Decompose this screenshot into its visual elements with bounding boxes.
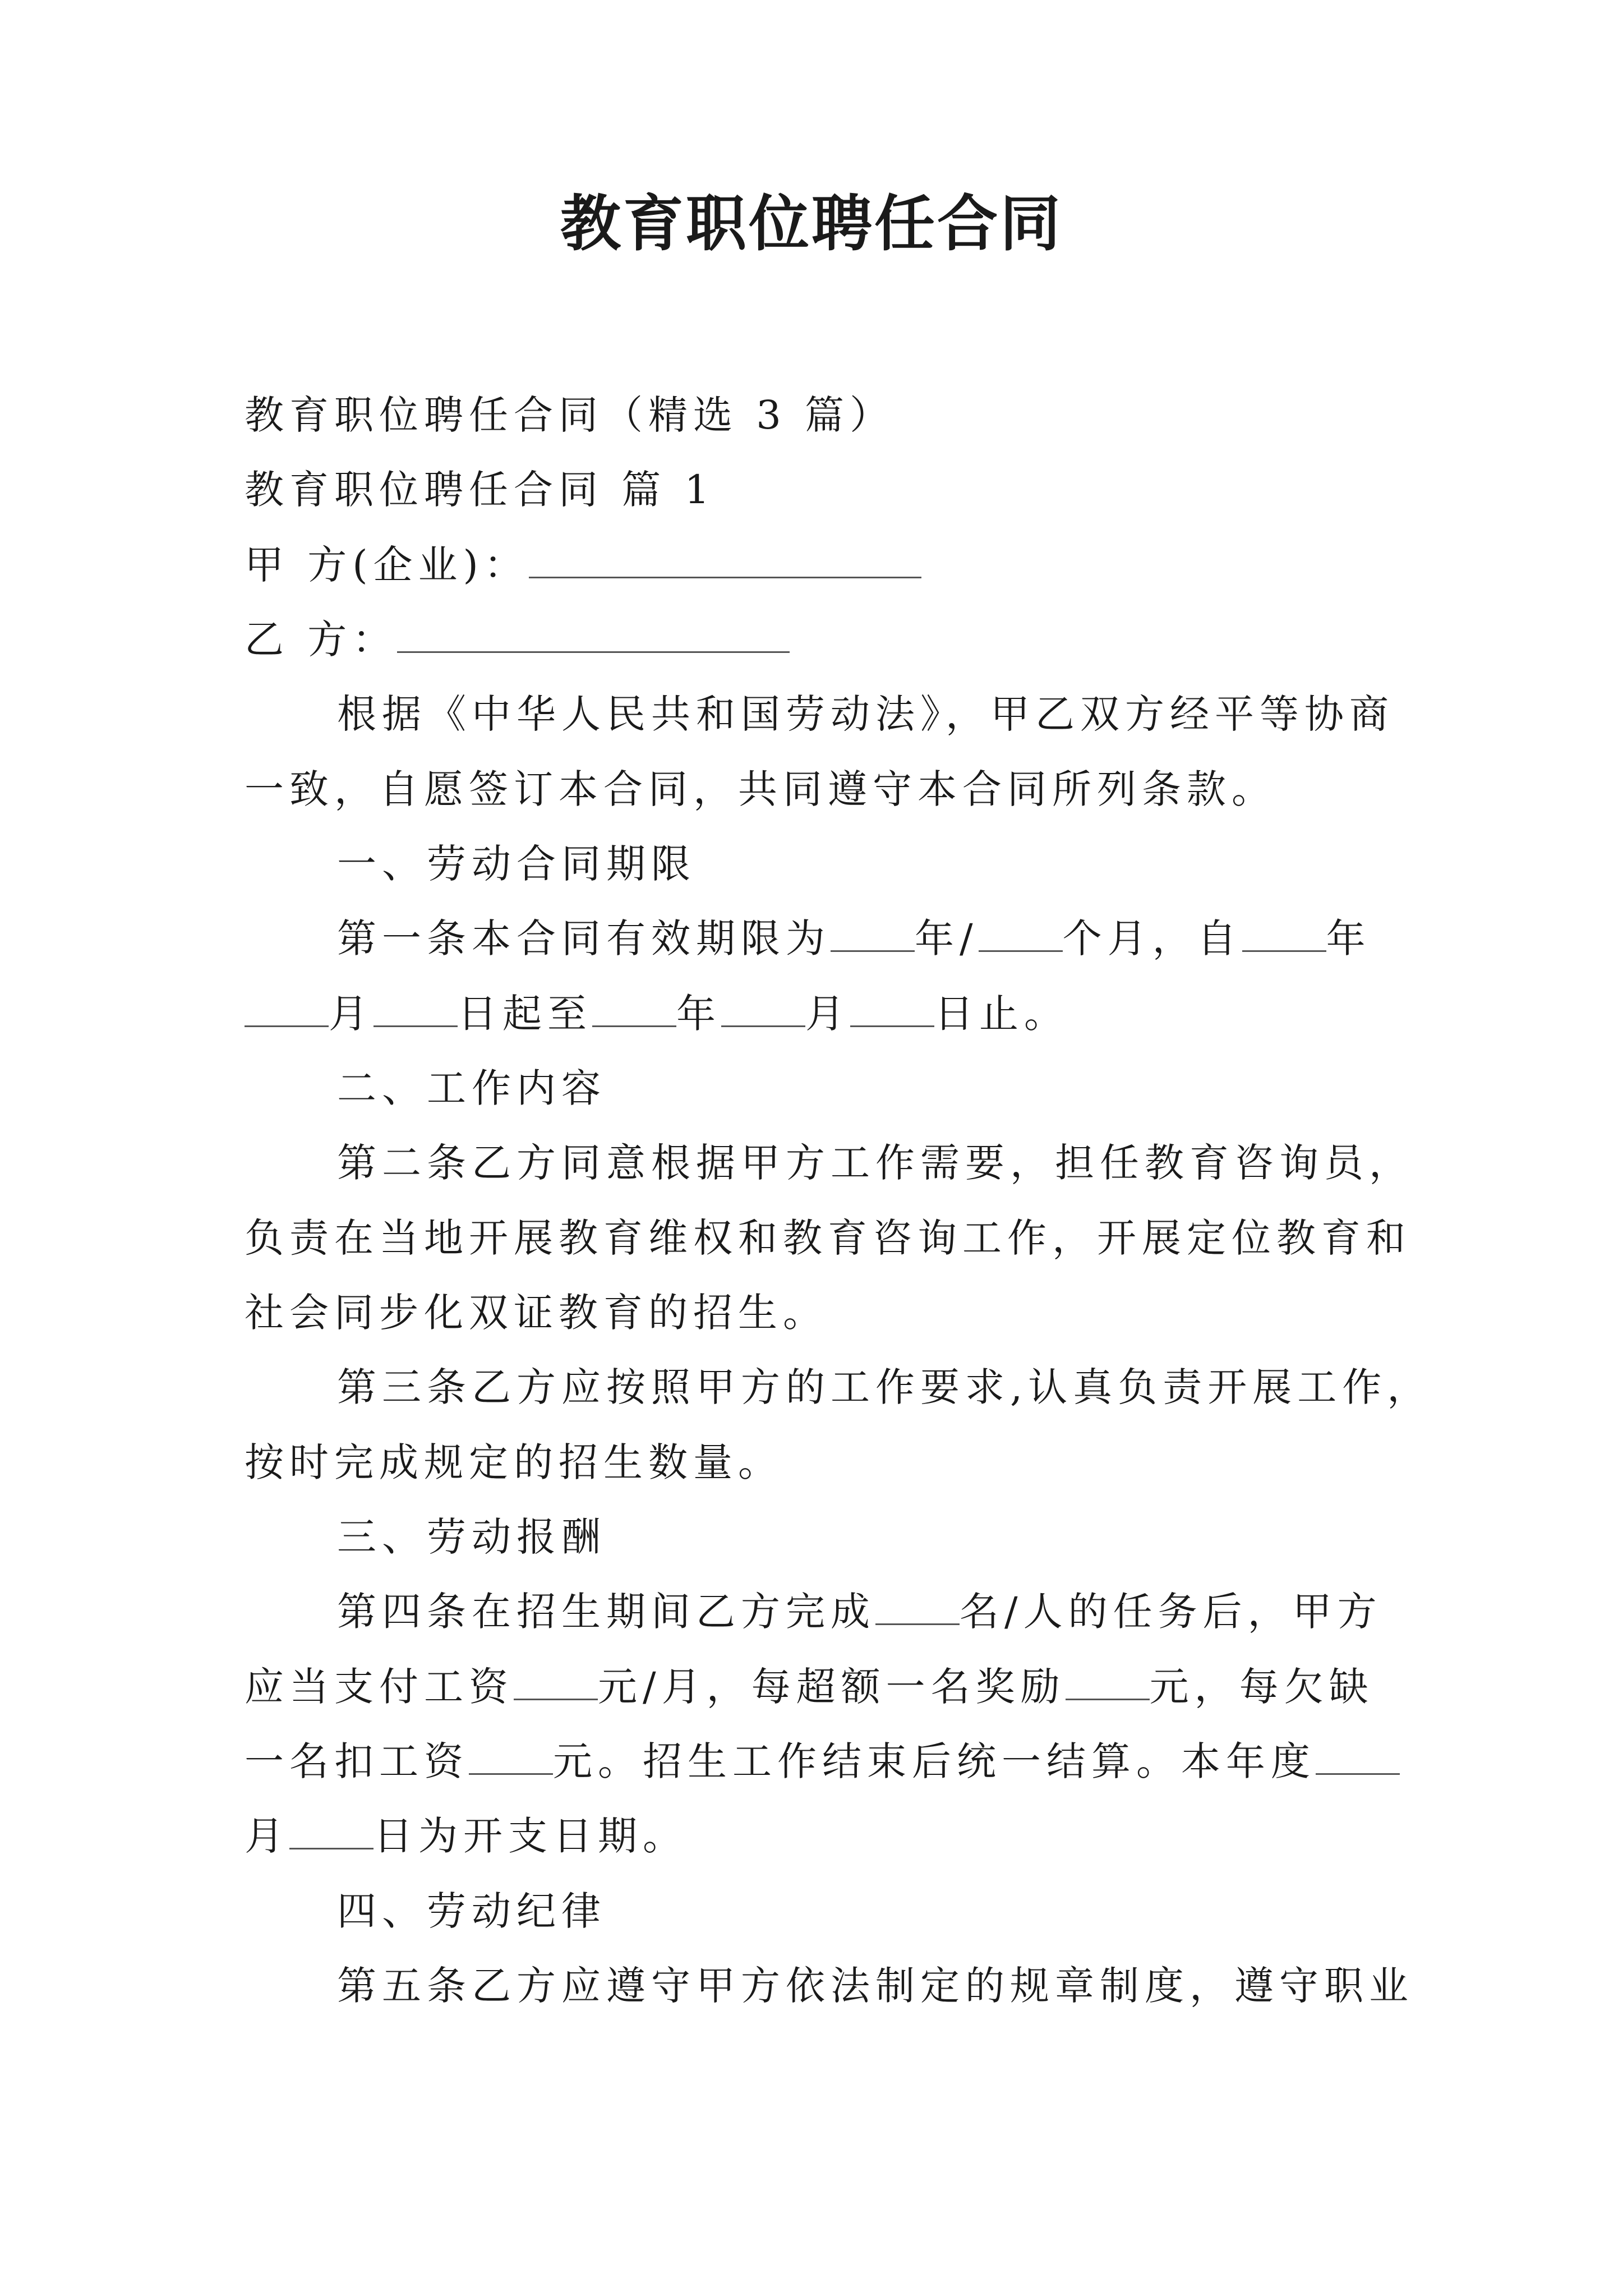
article-4-line-1 [337,1581,1382,1642]
text-fragment: 月 [245,1813,289,1859]
text-fragment: 日止。 [934,991,1069,1037]
document-title: 教育职位聘任合同 [560,188,1063,259]
text-fragment: 年 [1326,915,1371,961]
blank-field [979,917,1063,952]
article-3-line-2: 按时完成规定的招生数量。 [245,1439,783,1485]
text-fragment: 月 [329,991,374,1037]
article-4-line-4 [245,1805,688,1867]
text-fragment: 年 [676,991,721,1037]
party-b-line [245,609,790,670]
subtitle: 教育职位聘任合同（精选 3 篇） [245,392,895,438]
party-a-label: 甲 方(企业)： [245,542,529,588]
text-fragment: 元，每欠缺 [1149,1664,1374,1710]
heading-work-content: 二、工作内容 [337,1065,606,1111]
blank-field [831,917,915,952]
text-fragment: 第四条在招生期间乙方完成 [337,1589,875,1635]
text-fragment: 一名扣工资 [245,1738,469,1784]
text-fragment: 个月，自 [1062,915,1242,961]
blank-field [374,992,458,1027]
intro-line-1: 根据《中华人民共和国劳动法》，甲乙双方经平等协商 [337,691,1394,737]
intro-line-2: 一致，自愿签订本合同，共同遵守本合同所列条款。 [245,766,1276,812]
section-heading: 教育职位聘任合同 篇 1 [245,467,716,513]
article-1-line-1 [337,908,1371,969]
blank-field [1316,1740,1400,1775]
article-5-line-1: 第五条乙方应遵守甲方依法制定的规章制度，遵守职业 [337,1963,1414,2009]
party-a-blank [529,543,921,578]
text-fragment: 元/月，每超额一名奖励 [598,1664,1066,1710]
heading-discipline: 四、劳动纪律 [337,1888,606,1934]
article-2-line-1: 第二条乙方同意根据甲方工作需要，担任教育咨询员， [337,1140,1414,1186]
text-fragment: 日为开支日期。 [374,1813,688,1859]
text-fragment: 名/人的任务后，甲方 [960,1589,1382,1635]
heading-remuneration: 三、劳动报酬 [337,1514,606,1560]
party-b-label: 乙 方： [245,616,398,662]
text-fragment: 元。招生工作结束后统一结算。本年度 [553,1738,1316,1784]
blank-field [245,992,329,1027]
article-4-line-2 [245,1656,1374,1718]
party-a-line [245,534,921,596]
text-fragment: 日起至 [458,991,592,1037]
blank-field [1066,1665,1150,1700]
party-b-blank [397,618,790,653]
article-3-line-1: 第三条乙方应按照甲方的工作要求,认真负责开展工作， [337,1364,1432,1410]
article-2-line-2: 负责在当地开展教育维权和教育咨询工作，开展定位教育和 [245,1215,1411,1261]
blank-field [1242,917,1326,952]
blank-field [850,992,934,1027]
text-fragment: 月 [805,991,850,1037]
article-1-line-2 [245,983,1069,1045]
article-2-line-3: 社会同步化双证教育的招生。 [245,1290,828,1336]
blank-field [721,992,805,1027]
blank-field [514,1665,598,1700]
text-fragment: 年/ [915,915,979,961]
blank-field [875,1590,960,1625]
text-fragment: 第一条本合同有效期限为 [337,915,831,961]
heading-term: 一、劳动合同期限 [337,841,696,887]
text-fragment: 应当支付工资 [245,1664,514,1710]
blank-field [289,1814,374,1849]
blank-field [469,1740,553,1775]
blank-field [592,992,676,1027]
article-4-line-3 [245,1731,1400,1792]
